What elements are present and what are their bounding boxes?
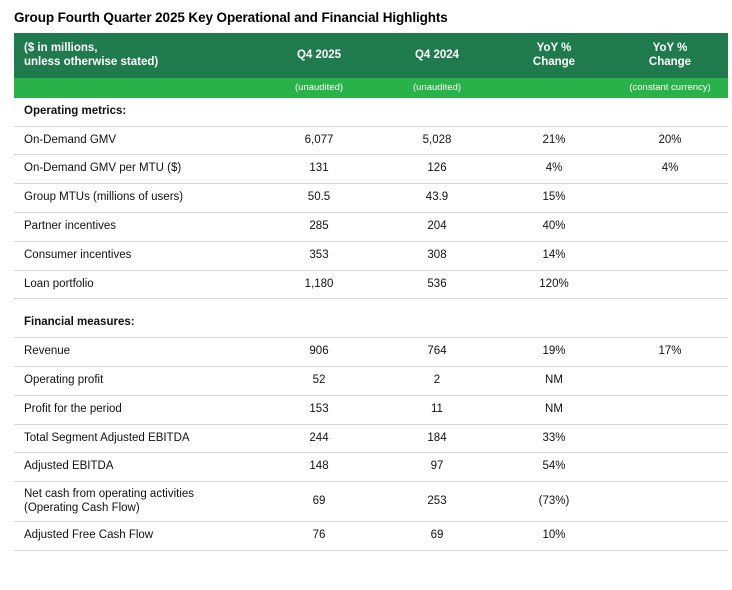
row-q4-2024: 764	[378, 338, 496, 367]
row-yoy: 40%	[496, 212, 612, 241]
row-q4-2024: 184	[378, 424, 496, 453]
row-yoy: 21%	[496, 126, 612, 155]
row-label: Total Segment Adjusted EBITDA	[14, 424, 260, 453]
row-yoy: 19%	[496, 338, 612, 367]
section-blank-2	[378, 98, 496, 126]
page-title: Group Fourth Quarter 2025 Key Operational and Financial Highlights	[14, 10, 448, 25]
financial-highlights-table	[14, 33, 728, 551]
row-q4-2024: 11	[378, 395, 496, 424]
row-q4-2025: 6,077	[260, 126, 378, 155]
row-q4-2024: 43.9	[378, 184, 496, 213]
row-q4-2025: 244	[260, 424, 378, 453]
row-q4-2025: 353	[260, 241, 378, 270]
row-yoy: 33%	[496, 424, 612, 453]
section-blank-1	[260, 98, 378, 126]
row-q4-2024: 253	[378, 482, 496, 522]
row-label: Adjusted Free Cash Flow	[14, 521, 260, 550]
section-blank-3	[496, 98, 612, 126]
table-row	[14, 453, 728, 482]
row-label: Adjusted EBITDA	[14, 453, 260, 482]
row-yoy: 120%	[496, 270, 612, 299]
section-blank-3	[496, 309, 612, 337]
row-yoy: 10%	[496, 521, 612, 550]
row-q4-2025: 76	[260, 521, 378, 550]
section-blank-1	[260, 309, 378, 337]
row-yoy-cc	[612, 184, 728, 213]
row-q4-2024: 536	[378, 270, 496, 299]
row-label-line2: (Operating Cash Flow)	[24, 502, 140, 515]
row-yoy-cc	[612, 395, 728, 424]
row-label: Group MTUs (millions of users)	[14, 184, 260, 213]
table-row	[14, 424, 728, 453]
column-header-q4-2025: Q4 2025	[260, 33, 378, 78]
row-yoy-cc	[612, 241, 728, 270]
row-q4-2025: 1,180	[260, 270, 378, 299]
row-label: On-Demand GMV	[14, 126, 260, 155]
row-q4-2025: 906	[260, 338, 378, 367]
row-q4-2024: 308	[378, 241, 496, 270]
row-yoy: NM	[496, 395, 612, 424]
subheader-yoy-cc: (constant currency)	[612, 78, 728, 98]
row-yoy-cc	[612, 270, 728, 299]
row-yoy-cc	[612, 366, 728, 395]
row-q4-2024: 2	[378, 366, 496, 395]
row-q4-2024: 97	[378, 453, 496, 482]
column-header-yoy-change-line1: YoY %	[536, 42, 572, 54]
row-yoy-cc: 17%	[612, 338, 728, 367]
section-title-financial-measures: Financial measures:	[14, 309, 260, 337]
subheader-q4-2025: (unaudited)	[260, 78, 378, 98]
row-label: Operating profit	[14, 366, 260, 395]
row-yoy: 15%	[496, 184, 612, 213]
row-q4-2025: 52	[260, 366, 378, 395]
table-row	[14, 184, 728, 213]
row-label	[14, 482, 260, 522]
row-yoy-cc	[612, 453, 728, 482]
row-q4-2025: 131	[260, 155, 378, 184]
row-q4-2025: 285	[260, 212, 378, 241]
section-blank-2	[378, 309, 496, 337]
table-row	[14, 212, 728, 241]
subheader-label	[14, 78, 260, 98]
section-blank-4	[612, 98, 728, 126]
table-subheader-row	[14, 78, 728, 98]
row-q4-2024: 5,028	[378, 126, 496, 155]
column-header-yoy-change	[496, 33, 612, 78]
row-yoy-cc	[612, 212, 728, 241]
row-q4-2024: 126	[378, 155, 496, 184]
table-header	[14, 33, 728, 98]
table-row	[14, 395, 728, 424]
row-yoy: 4%	[496, 155, 612, 184]
table-row	[14, 482, 728, 522]
section-blank-4	[612, 309, 728, 337]
row-q4-2025: 50.5	[260, 184, 378, 213]
row-yoy: NM	[496, 366, 612, 395]
column-header-yoy-change-cc-line1: YoY %	[652, 42, 688, 54]
row-yoy: 14%	[496, 241, 612, 270]
row-yoy-cc	[612, 424, 728, 453]
table-row	[14, 270, 728, 299]
table-row	[14, 338, 728, 367]
table-row	[14, 366, 728, 395]
row-label-line1: Net cash from operating activities	[24, 488, 195, 501]
column-header-units-line1: ($ in millions,	[24, 42, 98, 54]
row-label: Revenue	[14, 338, 260, 367]
row-yoy-cc	[612, 521, 728, 550]
subheader-yoy	[496, 78, 612, 98]
column-header-q4-2024: Q4 2024	[378, 33, 496, 78]
row-yoy: (73%)	[496, 482, 612, 522]
row-yoy-cc: 4%	[612, 155, 728, 184]
column-header-yoy-change-cc-line2: Change	[648, 56, 692, 69]
row-yoy-cc: 20%	[612, 126, 728, 155]
column-header-yoy-change-cc	[612, 33, 728, 78]
row-label: Profit for the period	[14, 395, 260, 424]
column-header-units-line2: unless otherwise stated)	[24, 56, 159, 69]
table-row	[14, 241, 728, 270]
row-yoy-cc	[612, 482, 728, 522]
row-label: On-Demand GMV per MTU ($)	[14, 155, 260, 184]
table-row	[14, 521, 728, 550]
table-row	[14, 155, 728, 184]
column-header-units	[14, 33, 260, 78]
row-q4-2025: 69	[260, 482, 378, 522]
row-label: Loan portfolio	[14, 270, 260, 299]
row-q4-2024: 204	[378, 212, 496, 241]
row-yoy: 54%	[496, 453, 612, 482]
subheader-q4-2024: (unaudited)	[378, 78, 496, 98]
section-spacer	[14, 299, 728, 310]
row-q4-2025: 153	[260, 395, 378, 424]
section-header-row	[14, 98, 728, 126]
section-title-operating-metrics: Operating metrics:	[14, 98, 260, 126]
row-label: Partner incentives	[14, 212, 260, 241]
row-q4-2025: 148	[260, 453, 378, 482]
table-row	[14, 126, 728, 155]
section-header-row	[14, 309, 728, 337]
table-body	[14, 98, 728, 550]
table-header-row	[14, 33, 728, 78]
row-label: Consumer incentives	[14, 241, 260, 270]
column-header-yoy-change-line2: Change	[532, 56, 576, 69]
row-q4-2024: 69	[378, 521, 496, 550]
